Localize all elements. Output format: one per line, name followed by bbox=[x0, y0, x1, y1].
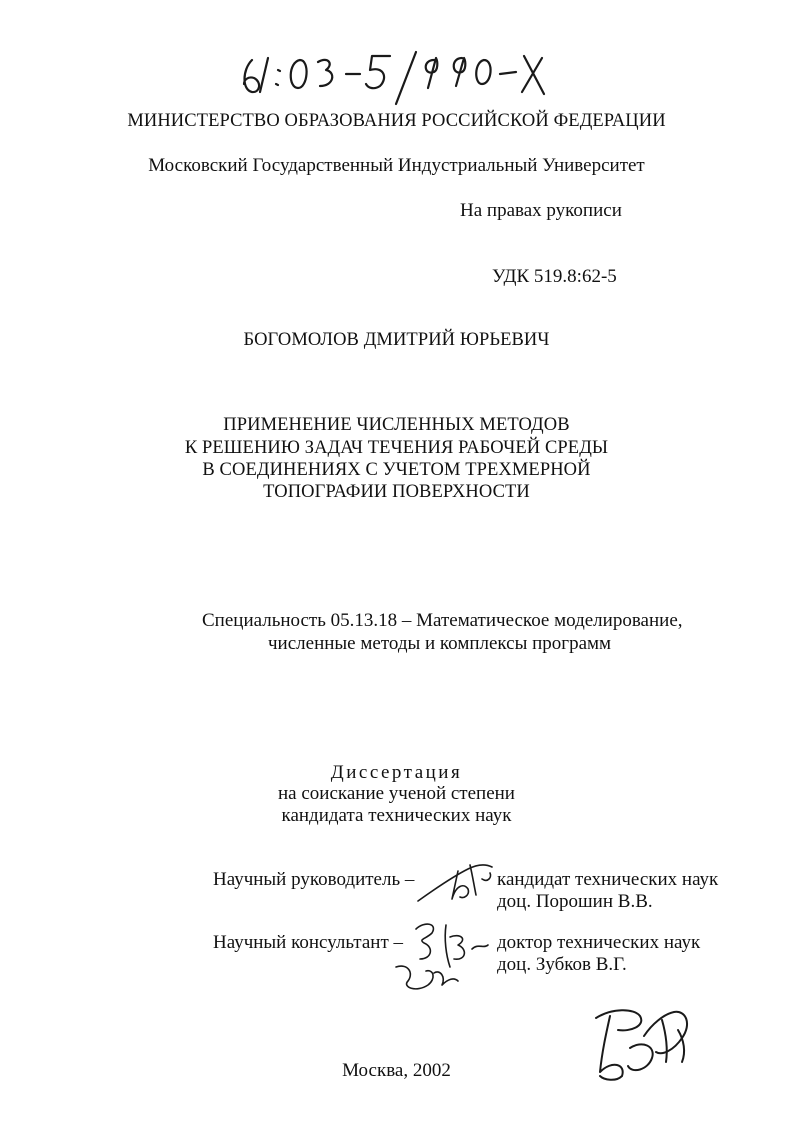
supervisor-label: Научный руководитель – bbox=[213, 869, 415, 890]
handwritten-catalogue-number bbox=[238, 48, 548, 110]
degree-line-1: на соискание ученой степени bbox=[278, 783, 515, 804]
consultant-signature bbox=[388, 915, 498, 1000]
supervisor-signature bbox=[412, 855, 502, 910]
consultant-label: Научный консультант – bbox=[213, 932, 403, 953]
dissertation-heading: Диссертация bbox=[330, 762, 463, 783]
title-line-1: ПРИМЕНЕНИЕ ЧИСЛЕННЫХ МЕТОДОВ bbox=[223, 415, 570, 435]
title-line-2: К РЕШЕНИЮ ЗАДАЧ ТЕЧЕНИЯ РАБОЧЕЙ СРЕДЫ bbox=[184, 438, 609, 458]
author-name: БОГОМОЛОВ ДМИТРИЙ ЮРЬЕВИЧ bbox=[243, 330, 550, 350]
supervisor-name: доц. Порошин В.В. bbox=[497, 891, 653, 912]
udk-code: УДК 519.8:62-5 bbox=[492, 266, 617, 287]
consultant-name: доц. Зубков В.Г. bbox=[497, 954, 627, 975]
specialty-line-2: численные методы и комплексы программ bbox=[268, 633, 612, 654]
degree-line-2: кандидата технических наук bbox=[281, 805, 512, 826]
consultant-degree: доктор технических наук bbox=[497, 932, 701, 953]
manuscript-note: На правах рукописи bbox=[460, 200, 622, 221]
university-name: Московский Государственный Индустриальный Университет bbox=[148, 155, 645, 176]
place-and-year: Москва, 2002 bbox=[342, 1060, 451, 1081]
supervisor-degree: кандидат технических наук bbox=[497, 869, 719, 890]
ministry-heading: МИНИСТЕРСТВО ОБРАЗОВАНИЯ РОССИЙСКОЙ ФЕДЕРАЦИИ bbox=[127, 111, 666, 131]
specialty-line-1: Специальность 05.13.18 – Математическое моделирование, bbox=[202, 610, 683, 631]
title-line-4: ТОПОГРАФИИ ПОВЕРХНОСТИ bbox=[263, 482, 530, 502]
title-line-3: В СОЕДИНЕНИЯХ С УЧЕТОМ ТРЕХМЕРНОЙ bbox=[202, 460, 591, 480]
